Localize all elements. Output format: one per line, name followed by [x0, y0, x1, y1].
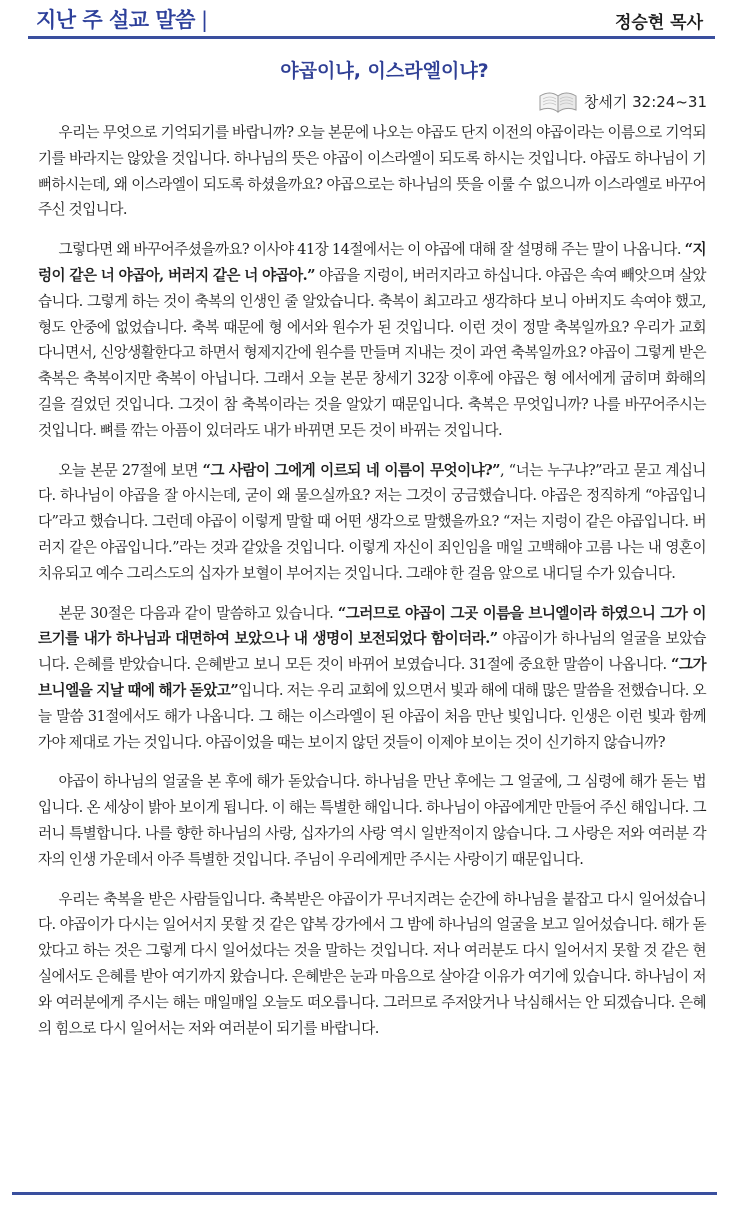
page-header	[0, 0, 729, 36]
open-book-icon	[538, 88, 578, 114]
body-paragraph	[38, 458, 706, 587]
scripture-text: 창세기 32:24~31	[583, 92, 707, 111]
paragraph-text: , “너는 누구냐?”라고 묻고 계십니다. 하나님이 야곱을 잘 아시는데, 굳이 왜 물으실까요? 저는 그것이 궁금했습니다. 야곱은 정직하게 “야곱입니다”라고 했습니다. 그런데 야곱이 이렇게 말할 때 어떤 생각으로 말했을까요? “저는 지렁이 같은 야곱입니다. 버러지 같은 야곱입니다.”라는 것과 같았을 것입니다. 이렇게 자신이 죄인임을 매일 고백해야 고름 나는 내 영혼이 치유되고 예수 그리스도의 십자가 보혈이 부어지는 것입니다. 그래야 한 걸음 앞으로 내디딜 수가 있습니다.	[38, 461, 706, 582]
header-separator: |	[200, 8, 208, 32]
paragraph-text: 오늘 본문 27절에 보면	[58, 461, 203, 479]
section-title-text: 지난 주 설교 말씀	[36, 8, 195, 32]
paragraph-text: 야곱이 하나님의 얼굴을 본 후에 해가 돋았습니다. 하나님을 만난 후에는 그 얼굴에, 그 심령에 해가 돋는 법입니다. 온 세상이 밝아 보이게 됩니다. 이 해는 특별한 해입니다. 하나님이 야곱에게만 만들어 주신 해입니다. 그러니 특별합니다. 나를 향한 하나님의 사랑, 십자가의 사랑 역시 일반적이지 않습니다. 그 사랑은 저와 여러분 각자의 인생 가운데서 아주 특별한 것입니다. 주님이 우리에게만 주시는 사랑이기 때문입니다.	[38, 773, 706, 868]
body-paragraph	[38, 120, 706, 223]
body-paragraph	[38, 887, 706, 1042]
scripture-quote: “그가 브니엘을 지날 때에 해가 돋았고”	[38, 656, 706, 699]
scripture-quote: “그러므로 야곱이 그곳 이름을 브니엘이라 하였으니 그가 이르기를 내가 하나님과 대면하여 보았으나 내 생명이 보전되었다 함이더라.”	[38, 604, 706, 648]
section-title	[36, 4, 208, 34]
paragraph-text: 입니다. 저는 우리 교회에 있으면서 빛과 해에 대해 많은 말씀을 전했습니다. 오늘 말씀 31절에서도 해가 나옵니다. 그 해는 이스라엘이 된 야곱이 처음 만난 빛입니다. 인생은 이런 빛과 함께 가야 제대로 가는 것입니다. 야곱이었을 때는 보이지 않던 것들이 이제야 보이는 것이 신기하지 않습니까?	[38, 681, 707, 751]
paragraph-text: 야곱을 지렁이, 버러지라고 하십니다. 야곱은 속여 빼앗으며 살았습니다. 그렇게 하는 것이 축복의 인생인 줄 알았습니다. 축복이 최고라고 생각하다 보니 아버지도 속여야 했고, 형도 안중에 없었습니다. 축복 때문에 형 에서와 원수가 된 것입니다. 이런 것이 정말 축복일까요? 우리가 교회 다니면서, 신앙생활한다고 하면서 형제지간에 원수를 만들며 지내는 것이 과연 축복일까요? 야곱이 그렇게 받은 축복은 축복이지만 축복이 아닙니다. 그래서 오늘 본문 창세기 32장 이후에 야곱은 형 에서에게 굽히며 화해의 길을 걸었던 것입니다. 그것이 참 축복이라는 것을 알았기 때문입니다. 축복은 무엇입니까? 나를 바꾸어주시는 것입니다. 뼈를 깎는 아픔이 있더라도 내가 바뀌면 모든 것이 바뀌는 것입니다.	[38, 266, 707, 439]
scripture-reference	[538, 88, 707, 114]
scripture-quote: “지렁이 같은 너 야곱아, 버러지 같은 너 야곱아.”	[38, 241, 706, 284]
paragraph-text: 그렇다면 왜 바꾸어주셨을까요? 이사야 41장 14절에서는 이 야곱에 대해 잘 설명해 주는 말이 나옵니다.	[58, 241, 685, 259]
sermon-body	[38, 120, 706, 1055]
footer-divider	[12, 1192, 717, 1195]
header-divider	[28, 36, 715, 39]
paragraph-text: 본문 30절은 다음과 같이 말씀하고 있습니다.	[58, 604, 338, 622]
body-paragraph	[38, 237, 706, 443]
paragraph-text: 야곱이가 하나님의 얼굴을 보았습니다. 은혜를 받았습니다. 은혜받고 보니 모든 것이 바뀌어 보였습니다. 31절에 중요한 말씀이 나옵니다.	[38, 630, 706, 674]
sermon-title: 야곱이냐, 이스라엘이냐?	[280, 60, 489, 82]
scripture-quote: “그 사람이 그에게 이르되 네 이름이 무엇이냐?”	[202, 461, 501, 479]
paragraph-text: 우리는 무엇으로 기억되기를 바랍니까? 오늘 본문에 나오는 야곱도 단지 이전의 야곱이라는 이름으로 기억되기를 바라지는 않았을 것입니다. 하나님의 뜻은 야곱이 이스라엘이 되도록 하시는 것입니다. 야곱도 하나님이 기뻐하시는데, 왜 이스라엘이 되도록 하셨을까요? 야곱으로는 하나님의 뜻을 이룰 수 없으니까 이스라엘로 바꾸어주신 것입니다.	[38, 124, 706, 219]
body-paragraph	[38, 601, 706, 756]
paragraph-text: 우리는 축복을 받은 사람들입니다. 축복받은 야곱이가 무너지려는 순간에 하나님을 붙잡고 다시 일어섰습니다. 야곱이가 다시는 일어서지 못할 것 같은 얍복 강가에서 그 밤에 하나님의 얼굴을 보고 일어섰습니다. 해가 돋았다고 하는 것은 그렇게 다시 일어섰다는 것을 말하는 것입니다. 저나 여러분도 다시 일어서지 못할 것 같은 현실에서도 은혜를 받아 여기까지 왔습니다. 은혜받은 눈과 마음으로 살아갈 이유가 여기에 있습니다. 하나님이 저와 여러분에게 주시는 해는 매일매일 오늘도 떠오릅니다. 그러므로 주저앉거나 낙심해서는 안 되겠습니다. 은혜의 힘으로 다시 일어서는 저와 여러분이 되기를 바랍니다.	[38, 890, 706, 1037]
body-paragraph	[38, 769, 706, 872]
author-name: 정승현 목사	[614, 13, 703, 33]
